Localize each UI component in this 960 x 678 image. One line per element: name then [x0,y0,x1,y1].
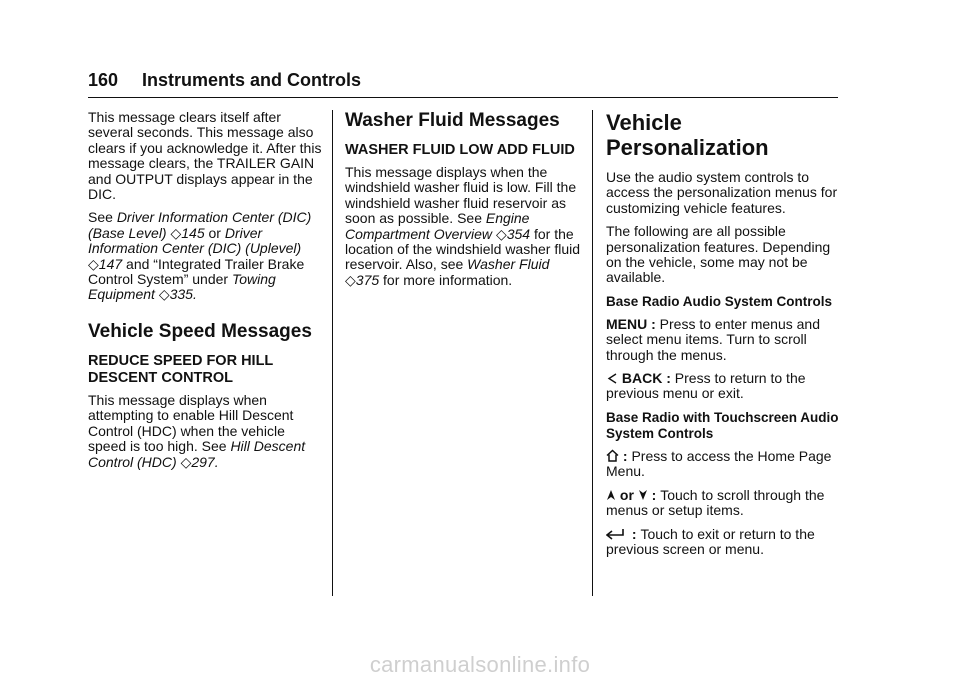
paragraph: The following are all possible personalization features. Depending on the vehicle, some may not be available. [606,223,831,286]
page-ref-icon: ◇ [345,271,356,288]
return-description: : Touch to exit or return to the previous screen or menu. [606,525,815,557]
paragraph: This message clears itself after several seconds. This message also clears if you acknowledge it. After this message clears, the TRAILER GAIN and OUTPUT displays appear in the DIC. [88,109,322,203]
page-ref-icon: ◇ [495,225,507,242]
back-description: BACK : Press to return to the previous menu or exit. [606,370,806,402]
column-3 [606,110,840,565]
page-link[interactable]: 375 [355,271,380,288]
column-divider [592,110,593,596]
paragraph: Use the audio system controls to access the personalization menus for customizing vehicle features. [606,169,838,216]
section-title: Instruments and Controls [142,70,362,90]
page-number: 160 [88,70,119,90]
column-1 [88,110,324,478]
column-divider [332,110,333,596]
page-ref-icon: ◇ [170,224,182,241]
link-hdc[interactable]: Hill Descent Control (HDC) [88,438,306,470]
home-description: : Press to access the Home Page Menu. [606,447,832,480]
page-link[interactable]: 145 [181,224,205,241]
paragraph-washer: This message displays when the windshield washer fluid is low. Fill the windshield washer fluid reservoir as soon as possible. See Engine Compartment Overview ◇354 for the location of the windshield washer fluid reservoir. Also, see Washer Fluid ◇375 for more information. [345,164,581,288]
link-dic-base[interactable]: Driver Information Center (DIC) (Base Level) [88,209,312,241]
subheading-reduce-speed: REDUCE SPEED FOR HILL DESCENT CONTROL [88,352,274,386]
subheading-touchscreen: Base Radio with Touchscreen Audio System Controls [606,409,839,441]
link-dic-uplevel[interactable]: Driver Information Center (DIC) (Uplevel) [88,224,302,257]
back-arrow-icon [606,370,622,386]
menu-description: MENU : Press to enter menus and select menu items. Turn to scroll through the menus. [606,315,820,363]
heading-vehicle-speed: Vehicle Speed Messages [88,320,312,342]
subheading-base-radio: Base Radio Audio System Controls [606,293,833,309]
page-link[interactable]: 147 [98,255,123,272]
link-washer-fluid[interactable]: Washer Fluid [467,256,550,273]
page-link[interactable]: 297. [191,453,219,470]
down-arrow-icon [638,487,652,503]
link-towing[interactable]: Towing Equipment [88,271,276,303]
paragraph-references: See Driver Information Center (DIC) (Base Level) ◇145 or Driver Information Center (DIC) (Uplevel) ◇147 and “Integrated Trailer Brake Control System” under Towing Equipment ◇335. [88,209,312,303]
page-ref-icon: ◇ [180,453,192,470]
paragraph-hdc: This message displays when attempting to enable Hill Descent Control (HDC) when the vehicle speed is too high. See Hill Descent Control (HDC) ◇297. [88,391,306,470]
header-rule [88,97,838,98]
heading-washer-fluid: Washer Fluid Messages [345,110,560,131]
page-ref-icon: ◇ [158,286,170,303]
home-icon [606,448,623,464]
back-label: BACK : [621,370,675,387]
page-link[interactable]: 354 [506,225,531,242]
page-link[interactable]: 335. [169,286,197,303]
watermark-footer: carmanualsonline.info [369,652,591,677]
subheading-washer-low: WASHER FLUID LOW ADD FLUID [345,142,575,158]
arrows-description: or : Touch to scroll through the menus or setup items. [606,486,825,519]
link-engine-compartment[interactable]: Engine Compartment Overview [345,210,530,242]
return-arrow-icon [606,526,632,542]
up-arrow-icon [606,487,620,503]
heading-vehicle-personalization: Vehicle Personalization [606,110,769,160]
page-ref-icon: ◇ [88,255,99,272]
menu-label: MENU : [606,315,660,332]
page-header [88,70,838,100]
column-2 [345,110,581,296]
